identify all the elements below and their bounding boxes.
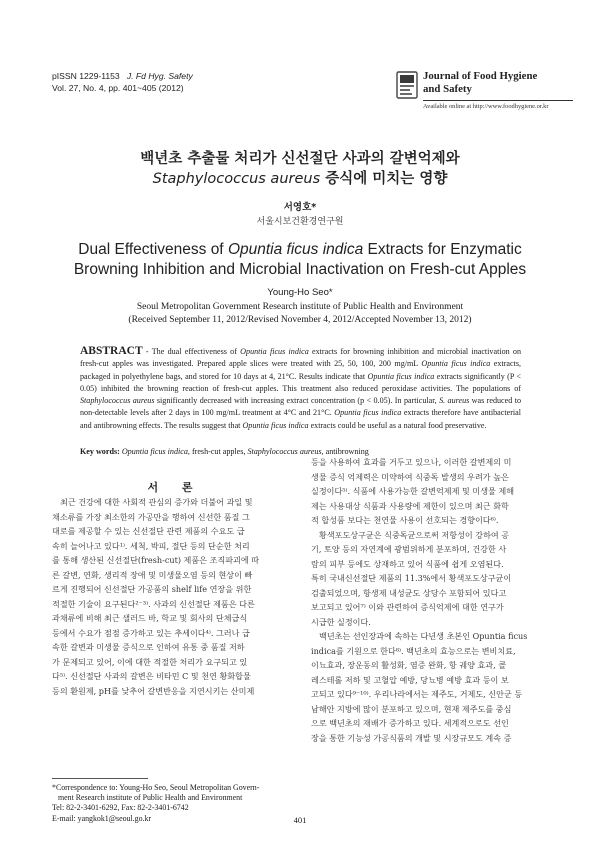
abstract-text: extracts significantly (P < 0.05) inhibited the browning reaction of fresh-cut apples. This treatment also reduced peroxidase activities. The populations of bbox=[80, 371, 522, 393]
body-line: 특히 국내신선절단 제품의 11.3%에서 황색포도상구균이 bbox=[311, 573, 512, 583]
abstract-text: extracts for browning inhibition and microbial inactivation on fresh-cut apples was investigated. Prepared apple slices were treated with 25, 50, 100, 200 mg/mL bbox=[80, 347, 522, 369]
body-line: 속한 갈변과 미생물 증식으로 인하여 유통 중 품질 저하 bbox=[52, 642, 245, 652]
english-author: Young-Ho Seo* bbox=[267, 287, 333, 298]
keyword: , antibrowning bbox=[321, 447, 369, 456]
journal-divider bbox=[423, 100, 573, 101]
body-line: 다⁵⁾. 신선절단 사과의 갈변은 비타민 C 및 천연 황화합물 bbox=[52, 671, 251, 681]
korean-title-organism: Staphylococcus aureus bbox=[152, 171, 321, 187]
korean-title-line1: 백년초 추출물 처리가 신선절단 사과의 갈변억제와 bbox=[140, 151, 460, 167]
journal-title-line2: and Safety bbox=[423, 83, 472, 95]
journal-abbrev: J. Fd Hyg. Safety bbox=[126, 71, 193, 81]
abstract-text: was reduced to non-detectable levels after 2 days in 100 mg/mL treatment at 4°C and 21°C. bbox=[80, 396, 521, 418]
abstract bbox=[80, 345, 521, 432]
issn-number: pISSN 1229-1153 bbox=[52, 71, 120, 81]
body-line: 를 통해 생산된 신선절단(fresh-cut) 제품은 조직파괴에 따 bbox=[52, 555, 260, 565]
abstract-text: extracts could be useful as a natural food preservative. bbox=[308, 420, 487, 430]
english-affiliation: Seoul Metropolitan Government Research institute of Public Health and Environment bbox=[136, 302, 464, 312]
abstract-species: Opuntia ficus indica bbox=[367, 371, 435, 381]
issn-block bbox=[52, 70, 193, 94]
body-line: 생물 증식 억제력은 미약하여 식중독 발생의 우려가 높은 bbox=[311, 471, 509, 482]
body-line: 등을 사용하여 효과를 거두고 있으나, 이러한 갈변제의 미 bbox=[311, 457, 512, 467]
keyword: Opuntia ficus indica bbox=[121, 447, 188, 456]
body-line: 제는 사용대상 식품과 사용량에 제한이 있으며 최근 화학 bbox=[311, 500, 509, 511]
body-line: 가 문제되고 있어, 이에 대한 적절한 처리가 요구되고 있 bbox=[52, 656, 248, 667]
keyword: Staphylococcus aureus bbox=[247, 447, 322, 456]
journal-title-line1: Journal of Food Hygiene bbox=[423, 70, 538, 82]
abstract-text: significantly decreased with increasing extract concentration (p < 0.05). In particular, bbox=[154, 396, 440, 406]
abstract-species: Opuntia ficus indica bbox=[334, 408, 402, 418]
korean-affiliation: 서울시보건환경연구원 bbox=[256, 216, 344, 226]
journal-logo-icon bbox=[396, 71, 418, 99]
keyword: , fresh-cut apples, bbox=[187, 447, 248, 456]
body-line: 른 갈변, 연화, 생리적 장애 및 미생물오염 등의 현상이 빠 bbox=[52, 569, 253, 580]
body-line: indica를 기원으로 한다⁸⁾. 백년초의 효능으로는 변비치료, bbox=[311, 645, 516, 656]
body-line: 적 합성품 보다는 천연물 사용이 선호되는 경향이다⁶⁾. bbox=[311, 515, 499, 525]
body-line: 과채류에 비해 최근 샐러드 바, 학교 및 회사의 단체급식 bbox=[52, 613, 248, 623]
body-line: 등의 환원제, pH를 낮추어 갈변반응을 지연시키는 산미제 bbox=[52, 685, 255, 696]
abstract-text: extracts therefore have antibacterial and antibrowning effects. The results suggest that bbox=[80, 408, 521, 430]
body-line: 람의 피부 등에도 상재하고 있어 식품에 쉽게 오염된다. bbox=[311, 558, 504, 569]
abstract-species: Staphylococcus aureus bbox=[80, 396, 155, 406]
english-title-line1 bbox=[0, 240, 600, 260]
page-number: 401 bbox=[293, 815, 307, 825]
english-title-species: Opuntia ficus indica bbox=[227, 241, 364, 258]
right-column bbox=[311, 455, 557, 745]
body-line: 고되고 있다⁹⁻¹⁰⁾. 우리나라에서는 제주도, 거제도, 신안군 등 bbox=[311, 689, 523, 699]
body-line: 황색포도상구균은 식중독균으로써 저항성이 강하여 공 bbox=[319, 529, 510, 540]
received-dates: (Received September 11, 2012/Revised November 4, 2012/Accepted November 13, 2012) bbox=[128, 315, 472, 325]
abstract-species: S. aureus bbox=[439, 396, 470, 406]
issn-line bbox=[52, 70, 193, 82]
body-line: 시급한 실정이다. bbox=[311, 616, 371, 627]
body-line: 적절한 기술이 요구된다²⁻³⁾. 사과의 신선절단 제품은 다른 bbox=[52, 598, 255, 609]
keywords-label: Key words: bbox=[80, 447, 122, 456]
abstract-text: extracts, packaged in polyethylene bags, and stored for 10 days at 4, 21°C. Results indicate that bbox=[80, 359, 522, 381]
body-line: 속히 늘어나고 있다¹⁾. 세척, 박피, 절단 등의 단순한 처리 bbox=[52, 540, 250, 551]
journal-header bbox=[396, 70, 574, 118]
footnote-divider bbox=[52, 778, 148, 779]
body-line: 최근 건강에 대한 사회적 관심의 증가와 더불어 과일 및 bbox=[60, 497, 253, 507]
section-heading-introduction: 서 론 bbox=[147, 481, 203, 494]
footnote-email[interactable]: E-mail: yangkok1@seoul.go.kr bbox=[52, 813, 152, 823]
body-line: 장을 통한 기능성 가공식품의 개발 및 시장규모도 계속 증 bbox=[311, 732, 512, 743]
body-line: 검출되었으며, 항생제 내성균도 상당수 포함되어 있다고 bbox=[311, 587, 507, 598]
english-title-post: Extracts for Enzymatic bbox=[363, 241, 522, 258]
body-line: 백년초는 선인장과에 속하는 다년생 초본인 Opuntia ficus bbox=[319, 631, 528, 641]
body-line: 으로 백년초의 재배가 증가하고 있다. 세계적으로도 선인 bbox=[311, 718, 509, 728]
abstract-species: Opuntia ficus indica bbox=[421, 359, 491, 369]
korean-title-line2 bbox=[0, 170, 600, 189]
volume-line: Vol. 27, No. 4, pp. 401~405 (2012) bbox=[52, 83, 184, 93]
abstract-species: Opuntia ficus indica bbox=[240, 347, 309, 356]
footnote-line: *Correspondence to: Young-Ho Seo, Seoul Metropolitan Govern- bbox=[52, 783, 260, 792]
english-title-pre: Dual Effectiveness of bbox=[78, 241, 228, 258]
body-line: 레스테롤 저하 및 고혈압 예방, 당뇨병 예방 효과 등이 보 bbox=[311, 674, 509, 685]
footnote-line: ment Research institute of Public Health and Environment bbox=[58, 793, 243, 803]
body-line: 등에서 수요가 점점 증가하고 있는 추세이다⁴⁾. 그러나 급 bbox=[52, 627, 250, 638]
body-line: 대로를 제공할 수 있는 신선절단 관련 제품의 수요도 급 bbox=[52, 526, 245, 536]
korean-title-rest: 증식에 미치는 영향 bbox=[320, 171, 448, 187]
journal-title bbox=[423, 70, 537, 96]
body-line: 채소류를 가장 최소한의 가공만을 행하여 신선한 품질 그 bbox=[52, 511, 250, 522]
english-title-line2: Browning Inhibition and Microbial Inactivation on Fresh-cut Apples bbox=[73, 261, 527, 278]
body-line: 남해안 지방에 많이 분포하고 있으며, 현재 제주도를 중심 bbox=[311, 703, 512, 714]
body-line: 실정이다⁵⁾. 식품에 사용가능한 갈변억제제 및 미생물 제해 bbox=[311, 486, 515, 496]
body-line: 기, 토양 등의 자연계에 광범위하게 분포하며, 건강한 사 bbox=[311, 544, 507, 554]
body-line: 보고되고 있어⁷⁾ 이와 관련하여 증식억제에 대한 연구가 bbox=[311, 602, 504, 612]
abstract-heading: ABSTRACT bbox=[80, 345, 143, 357]
abstract-species: Opuntia ficus indica bbox=[242, 420, 309, 430]
body-line: 르게 진행되어 신선절단 가공품의 shelf life 연장을 위한 bbox=[52, 584, 252, 594]
footnote-line: Tel: 82-2-3401-6292, Fax: 82-2-3401-6742 bbox=[52, 803, 189, 813]
journal-url[interactable]: Available online at http://www.foodhygiene.or.kr bbox=[423, 103, 549, 110]
left-column bbox=[52, 495, 298, 698]
body-line: 이뇨효과, 장운동의 활성화, 염증 완화, 항 궤양 효과, 콜 bbox=[311, 660, 507, 670]
korean-author: 서영호* bbox=[283, 202, 317, 213]
abstract-text: - The dual effectiveness of bbox=[142, 347, 241, 356]
